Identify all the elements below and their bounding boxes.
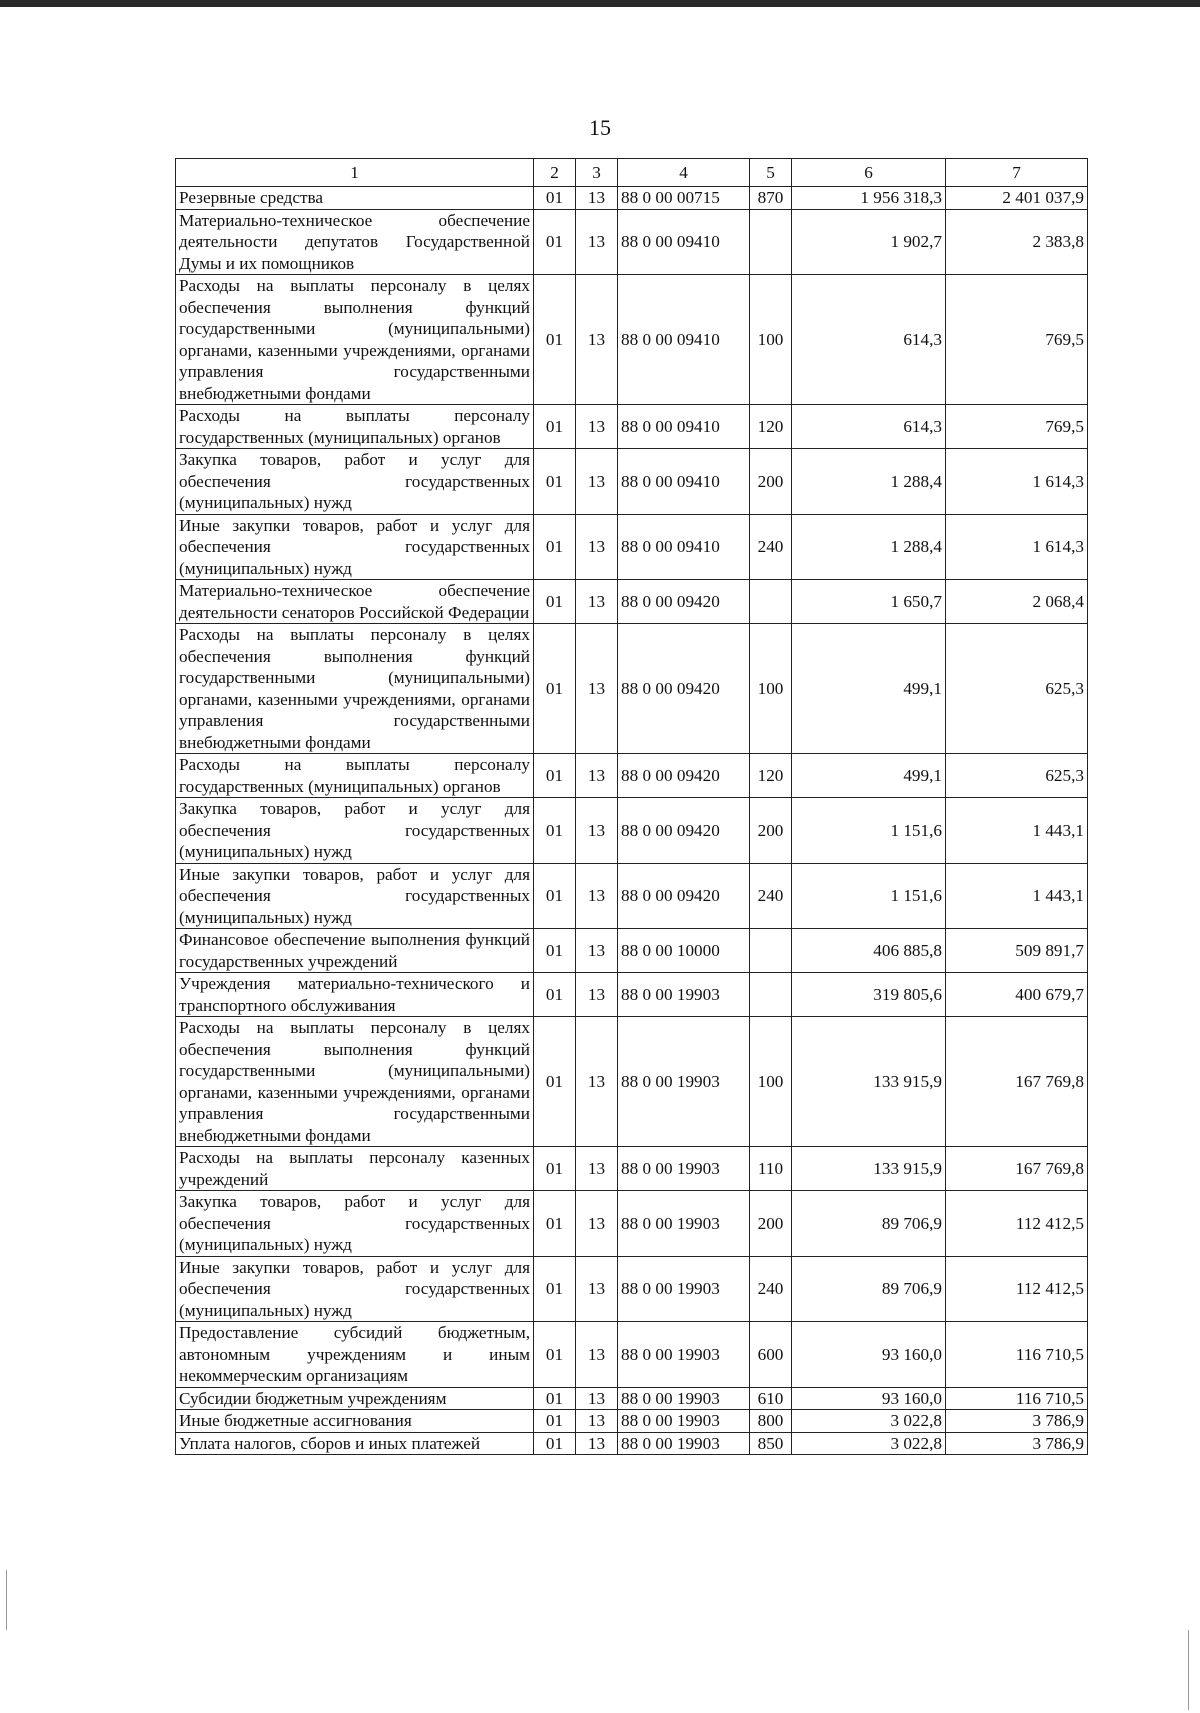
amount-col7-cell: 2 401 037,9 — [946, 187, 1088, 210]
subsection-code-cell: 13 — [576, 624, 618, 754]
section-code-cell: 01 — [534, 209, 576, 275]
section-code-cell: 01 — [534, 973, 576, 1017]
table-row — [176, 187, 1088, 210]
target-article-cell: 88 0 00 00715 — [618, 187, 750, 210]
subsection-code-cell: 13 — [576, 405, 618, 449]
subsection-code-cell: 13 — [576, 929, 618, 973]
subsection-code-cell: 13 — [576, 580, 618, 624]
expense-type-cell: 870 — [750, 187, 792, 210]
section-code-cell: 01 — [534, 580, 576, 624]
expense-type-cell: 100 — [750, 275, 792, 405]
row-name-cell: Расходы на выплаты персоналу в целях обеспечения выполнения функций государственными (муниципальными) органами, казенными учреждениями, органами управления государственными внебюджетными фондами — [176, 275, 534, 405]
subsection-code-cell: 13 — [576, 1322, 618, 1388]
amount-col7-cell: 1 443,1 — [946, 863, 1088, 929]
amount-col7-cell: 3 786,9 — [946, 1432, 1088, 1455]
table-body — [176, 187, 1088, 1455]
row-name-cell: Иные бюджетные ассигнования — [176, 1410, 534, 1433]
section-code-cell: 01 — [534, 514, 576, 580]
amount-col6-cell: 1 902,7 — [792, 209, 946, 275]
expense-type-cell — [750, 973, 792, 1017]
target-article-cell: 88 0 00 09420 — [618, 754, 750, 798]
section-code-cell: 01 — [534, 275, 576, 405]
table-row — [176, 1191, 1088, 1257]
row-name-cell: Учреждения материально-технического и транспортного обслуживания — [176, 973, 534, 1017]
section-code-cell: 01 — [534, 1410, 576, 1433]
amount-col7-cell: 625,3 — [946, 624, 1088, 754]
expense-type-cell: 120 — [750, 405, 792, 449]
amount-col7-cell: 112 412,5 — [946, 1191, 1088, 1257]
amount-col6-cell: 406 885,8 — [792, 929, 946, 973]
scan-edge-mark — [1188, 1630, 1189, 1710]
target-article-cell: 88 0 00 19903 — [618, 1147, 750, 1191]
subsection-code-cell: 13 — [576, 863, 618, 929]
target-article-cell: 88 0 00 09420 — [618, 798, 750, 864]
section-code-cell: 01 — [534, 1387, 576, 1410]
table-row — [176, 929, 1088, 973]
row-name-cell: Закупка товаров, работ и услуг для обеспечения государственных (муниципальных) нужд — [176, 1191, 534, 1257]
target-article-cell: 88 0 00 19903 — [618, 1017, 750, 1147]
section-code-cell: 01 — [534, 929, 576, 973]
column-header: 7 — [946, 159, 1088, 187]
subsection-code-cell: 13 — [576, 449, 618, 515]
expense-type-cell: 850 — [750, 1432, 792, 1455]
section-code-cell: 01 — [534, 624, 576, 754]
table-row — [176, 624, 1088, 754]
amount-col7-cell: 769,5 — [946, 405, 1088, 449]
amount-col6-cell: 89 706,9 — [792, 1191, 946, 1257]
subsection-code-cell: 13 — [576, 1017, 618, 1147]
column-header: 3 — [576, 159, 618, 187]
amount-col6-cell: 89 706,9 — [792, 1256, 946, 1322]
subsection-code-cell: 13 — [576, 798, 618, 864]
row-name-cell: Закупка товаров, работ и услуг для обеспечения государственных (муниципальных) нужд — [176, 449, 534, 515]
table-row — [176, 973, 1088, 1017]
expense-type-cell: 120 — [750, 754, 792, 798]
subsection-code-cell: 13 — [576, 973, 618, 1017]
section-code-cell: 01 — [534, 1017, 576, 1147]
amount-col7-cell: 1 614,3 — [946, 514, 1088, 580]
expense-type-cell: 240 — [750, 863, 792, 929]
amount-col7-cell: 2 068,4 — [946, 580, 1088, 624]
amount-col7-cell: 400 679,7 — [946, 973, 1088, 1017]
row-name-cell: Иные закупки товаров, работ и услуг для обеспечения государственных (муниципальных) нужд — [176, 863, 534, 929]
table-row — [176, 1410, 1088, 1433]
table-header-row — [176, 159, 1088, 187]
expense-type-cell — [750, 580, 792, 624]
row-name-cell: Расходы на выплаты персоналу в целях обеспечения выполнения функций государственными (муниципальными) органами, казенными учреждениями, органами управления государственными внебюджетными фондами — [176, 624, 534, 754]
amount-col7-cell: 509 891,7 — [946, 929, 1088, 973]
row-name-cell: Иные закупки товаров, работ и услуг для обеспечения государственных (муниципальных) нужд — [176, 1256, 534, 1322]
column-header: 6 — [792, 159, 946, 187]
amount-col6-cell: 614,3 — [792, 275, 946, 405]
section-code-cell: 01 — [534, 1191, 576, 1257]
target-article-cell: 88 0 00 09410 — [618, 405, 750, 449]
expense-type-cell: 800 — [750, 1410, 792, 1433]
scan-top-border — [0, 0, 1200, 7]
amount-col6-cell: 499,1 — [792, 754, 946, 798]
table-row — [176, 1387, 1088, 1410]
table-row — [176, 1322, 1088, 1388]
section-code-cell: 01 — [534, 798, 576, 864]
column-header: 5 — [750, 159, 792, 187]
section-code-cell: 01 — [534, 1432, 576, 1455]
subsection-code-cell: 13 — [576, 754, 618, 798]
table-row — [176, 863, 1088, 929]
expense-type-cell: 200 — [750, 1191, 792, 1257]
section-code-cell: 01 — [534, 1147, 576, 1191]
section-code-cell: 01 — [534, 187, 576, 210]
subsection-code-cell: 13 — [576, 1256, 618, 1322]
row-name-cell: Материально-техническое обеспечение деятельности сенаторов Российской Федерации — [176, 580, 534, 624]
row-name-cell: Расходы на выплаты персоналу в целях обеспечения выполнения функций государственными (муниципальными) органами, казенными учреждениями, органами управления государственными внебюджетными фондами — [176, 1017, 534, 1147]
row-name-cell: Иные закупки товаров, работ и услуг для обеспечения государственных (муниципальных) нужд — [176, 514, 534, 580]
expense-type-cell: 200 — [750, 798, 792, 864]
amount-col7-cell: 2 383,8 — [946, 209, 1088, 275]
expense-type-cell: 610 — [750, 1387, 792, 1410]
column-header: 4 — [618, 159, 750, 187]
amount-col6-cell: 1 650,7 — [792, 580, 946, 624]
row-name-cell: Предоставление субсидий бюджетным, автономным учреждениям и иным некоммерческим организациям — [176, 1322, 534, 1388]
target-article-cell: 88 0 00 19903 — [618, 1432, 750, 1455]
row-name-cell: Расходы на выплаты персоналу казенных учреждений — [176, 1147, 534, 1191]
target-article-cell: 88 0 00 09410 — [618, 514, 750, 580]
table-row — [176, 754, 1088, 798]
amount-col7-cell: 167 769,8 — [946, 1147, 1088, 1191]
subsection-code-cell: 13 — [576, 209, 618, 275]
section-code-cell: 01 — [534, 754, 576, 798]
target-article-cell: 88 0 00 19903 — [618, 973, 750, 1017]
amount-col7-cell: 769,5 — [946, 275, 1088, 405]
amount-col7-cell: 625,3 — [946, 754, 1088, 798]
table-row — [176, 209, 1088, 275]
table-row — [176, 798, 1088, 864]
target-article-cell: 88 0 00 19903 — [618, 1322, 750, 1388]
target-article-cell: 88 0 00 19903 — [618, 1410, 750, 1433]
amount-col7-cell: 3 786,9 — [946, 1410, 1088, 1433]
column-header: 2 — [534, 159, 576, 187]
expense-type-cell: 100 — [750, 624, 792, 754]
expense-type-cell: 110 — [750, 1147, 792, 1191]
amount-col6-cell: 1 151,6 — [792, 798, 946, 864]
expense-type-cell: 100 — [750, 1017, 792, 1147]
expense-type-cell — [750, 929, 792, 973]
target-article-cell: 88 0 00 19903 — [618, 1256, 750, 1322]
section-code-cell: 01 — [534, 405, 576, 449]
amount-col6-cell: 133 915,9 — [792, 1147, 946, 1191]
row-name-cell: Материально-техническое обеспечение деятельности депутатов Государственной Думы и их помощников — [176, 209, 534, 275]
column-header: 1 — [176, 159, 534, 187]
amount-col7-cell: 112 412,5 — [946, 1256, 1088, 1322]
table-row — [176, 275, 1088, 405]
table-row — [176, 1256, 1088, 1322]
subsection-code-cell: 13 — [576, 275, 618, 405]
amount-col6-cell: 614,3 — [792, 405, 946, 449]
subsection-code-cell: 13 — [576, 1432, 618, 1455]
section-code-cell: 01 — [534, 1256, 576, 1322]
row-name-cell: Резервные средства — [176, 187, 534, 210]
row-name-cell: Расходы на выплаты персоналу государственных (муниципальных) органов — [176, 754, 534, 798]
table-row — [176, 1147, 1088, 1191]
amount-col6-cell: 499,1 — [792, 624, 946, 754]
amount-col6-cell: 1 956 318,3 — [792, 187, 946, 210]
table-row — [176, 1017, 1088, 1147]
row-name-cell: Финансовое обеспечение выполнения функций государственных учреждений — [176, 929, 534, 973]
expense-type-cell: 240 — [750, 1256, 792, 1322]
amount-col6-cell: 1 288,4 — [792, 449, 946, 515]
subsection-code-cell: 13 — [576, 1147, 618, 1191]
subsection-code-cell: 13 — [576, 514, 618, 580]
subsection-code-cell: 13 — [576, 187, 618, 210]
table-row — [176, 449, 1088, 515]
amount-col7-cell: 1 443,1 — [946, 798, 1088, 864]
target-article-cell: 88 0 00 09420 — [618, 863, 750, 929]
target-article-cell: 88 0 00 10000 — [618, 929, 750, 973]
target-article-cell: 88 0 00 09410 — [618, 209, 750, 275]
amount-col6-cell: 93 160,0 — [792, 1387, 946, 1410]
target-article-cell: 88 0 00 09410 — [618, 449, 750, 515]
row-name-cell: Субсидии бюджетным учреждениям — [176, 1387, 534, 1410]
amount-col7-cell: 116 710,5 — [946, 1387, 1088, 1410]
scan-edge-mark — [6, 1570, 7, 1630]
section-code-cell: 01 — [534, 863, 576, 929]
amount-col6-cell: 93 160,0 — [792, 1322, 946, 1388]
row-name-cell: Закупка товаров, работ и услуг для обеспечения государственных (муниципальных) нужд — [176, 798, 534, 864]
amount-col6-cell: 319 805,6 — [792, 973, 946, 1017]
table-row — [176, 405, 1088, 449]
amount-col7-cell: 116 710,5 — [946, 1322, 1088, 1388]
expense-type-cell: 240 — [750, 514, 792, 580]
target-article-cell: 88 0 00 19903 — [618, 1191, 750, 1257]
amount-col6-cell: 3 022,8 — [792, 1432, 946, 1455]
subsection-code-cell: 13 — [576, 1387, 618, 1410]
budget-table — [175, 158, 1088, 1455]
subsection-code-cell: 13 — [576, 1410, 618, 1433]
amount-col6-cell: 133 915,9 — [792, 1017, 946, 1147]
amount-col6-cell: 1 151,6 — [792, 863, 946, 929]
expense-type-cell: 600 — [750, 1322, 792, 1388]
amount-col6-cell: 3 022,8 — [792, 1410, 946, 1433]
target-article-cell: 88 0 00 19903 — [618, 1387, 750, 1410]
amount-col6-cell: 1 288,4 — [792, 514, 946, 580]
expense-type-cell — [750, 209, 792, 275]
target-article-cell: 88 0 00 09410 — [618, 275, 750, 405]
subsection-code-cell: 13 — [576, 1191, 618, 1257]
target-article-cell: 88 0 00 09420 — [618, 580, 750, 624]
page-number: 15 — [589, 115, 611, 140]
row-name-cell: Уплата налогов, сборов и иных платежей — [176, 1432, 534, 1455]
table-row — [176, 514, 1088, 580]
target-article-cell: 88 0 00 09420 — [618, 624, 750, 754]
amount-col7-cell: 1 614,3 — [946, 449, 1088, 515]
amount-col7-cell: 167 769,8 — [946, 1017, 1088, 1147]
section-code-cell: 01 — [534, 1322, 576, 1388]
section-code-cell: 01 — [534, 449, 576, 515]
table-row — [176, 580, 1088, 624]
expense-type-cell: 200 — [750, 449, 792, 515]
table-row — [176, 1432, 1088, 1455]
row-name-cell: Расходы на выплаты персоналу государственных (муниципальных) органов — [176, 405, 534, 449]
